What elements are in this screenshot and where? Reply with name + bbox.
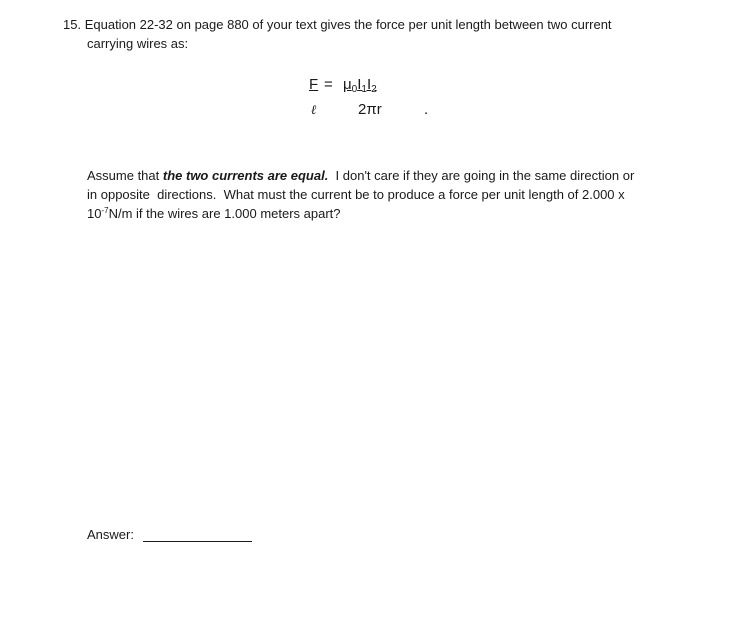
question-line-1 — [63, 17, 612, 32]
exponent: -7 — [101, 206, 109, 215]
current-2-subscript: 2 — [371, 84, 377, 95]
paragraph-3-rest: N/m if the wires are 1.000 meters apart? — [108, 206, 341, 221]
equation-lhs-numerator: F — [309, 76, 319, 93]
paragraph-1-emphasis: the two currents are equal. — [162, 168, 329, 183]
paragraph-line-1 — [87, 168, 634, 183]
current-1: I — [357, 76, 362, 93]
paragraph-line-2: in opposite directions. What must the current be to produce a force per unit length of 2.000 x — [87, 187, 625, 202]
equation-rhs-numerator — [343, 76, 377, 93]
question-text-2: carrying wires as: — [87, 36, 189, 51]
equation-rhs-denominator: 2πr — [358, 101, 382, 118]
paragraph-1-pre: Assume that — [87, 168, 163, 183]
answer-label: Answer: — [87, 527, 134, 542]
equation-equals: = — [324, 76, 333, 93]
current-2: I — [366, 76, 372, 93]
equation-lhs-denominator: ℓ — [311, 103, 317, 118]
question-number: 15. — [63, 17, 82, 32]
exponent-base: 10 — [87, 206, 102, 221]
equation-trailing-period: . — [424, 101, 429, 118]
question-text-1: Equation 22-32 on page 880 of your text gives the force per unit length between two current — [84, 17, 612, 32]
paragraph-1-post: I don't care if they are going in the same direction or — [328, 168, 635, 183]
answer-blank-line[interactable] — [143, 541, 252, 542]
paragraph-line-3 — [87, 206, 341, 221]
mu-subscript: 0 — [351, 84, 358, 95]
current-1-subscript: 1 — [361, 84, 367, 95]
mu-symbol: μ — [343, 76, 352, 93]
